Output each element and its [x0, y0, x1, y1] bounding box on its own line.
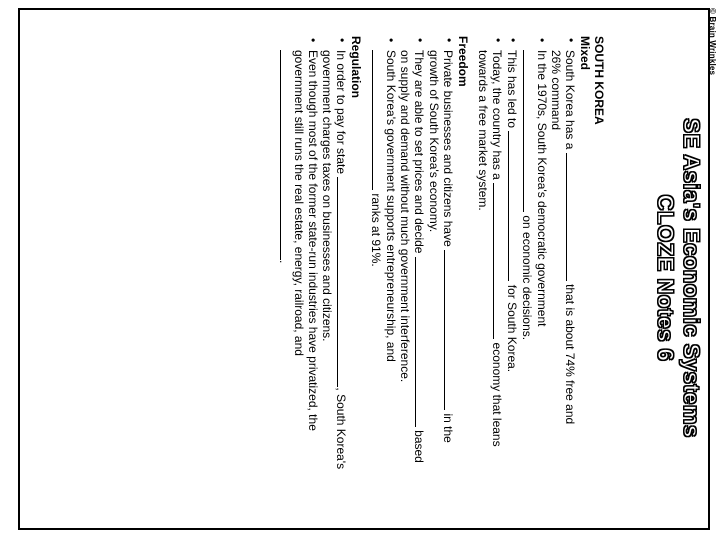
cloze-blank[interactable] [444, 250, 456, 410]
title-line-2: CLOZE Notes 6 [653, 194, 678, 362]
text: In the 1970s, South Korea's democratic government [535, 50, 549, 327]
mixed-bullet-4 [476, 36, 505, 526]
text: In order to pay for state [334, 50, 348, 175]
text: Even though most of the former state-run industries have privatized, the [306, 50, 320, 431]
title-line-1: SE Asia's Economic Systems [679, 118, 704, 438]
freedom-bullet-1 [427, 36, 456, 526]
text: economy that leans [490, 342, 504, 447]
text: Private businesses and citizens have [441, 50, 455, 247]
freedom-bullet-3 [369, 36, 398, 526]
text: government charges taxes on businesses and citizens. [320, 50, 334, 342]
text: that is about 74% free and [563, 284, 577, 425]
mixed-bullet-3 [505, 36, 520, 526]
text: based [412, 430, 426, 463]
cloze-blank[interactable] [493, 183, 505, 339]
text: ranks at 91%. [369, 193, 383, 267]
text: They are able to set prices and decide [412, 50, 426, 254]
text: This has led to [505, 50, 519, 129]
text: South Korea's government supports entrepreneurship, and [384, 50, 398, 362]
regulation-bullet-2 [277, 36, 320, 526]
cloze-blank[interactable] [566, 153, 578, 281]
copyright-credit: © Brain Wrinkles [708, 8, 717, 76]
cloze-blank[interactable] [372, 50, 384, 190]
mixed-bullet-1 [549, 36, 578, 526]
text: for South Korea. [505, 284, 519, 373]
section-country: SOUTH KOREA [592, 36, 606, 125]
regulation-bullet-1 [320, 36, 349, 526]
text: on supply and demand without much government interference. [398, 50, 412, 383]
text: on economic decisions. [520, 215, 534, 341]
heading-mixed: Mixed [578, 36, 592, 71]
cloze-blank[interactable] [337, 177, 349, 387]
text: Today, the country has a [490, 50, 504, 180]
text: towards a free market system. [476, 50, 490, 211]
cloze-blank[interactable] [523, 50, 535, 212]
text: growth of South Korea's economy. [427, 50, 441, 233]
text: South Korea has a [563, 50, 577, 150]
text: government still runs the real estate, energy, railroad, and [292, 50, 306, 356]
heading-freedom: Freedom [456, 36, 470, 87]
page-title [652, 10, 704, 546]
page-border [18, 8, 710, 530]
heading-regulation: Regulation [349, 36, 363, 98]
notes-content [277, 36, 606, 526]
mixed-bullet-2 [520, 36, 549, 526]
cloze-blank[interactable] [415, 257, 427, 427]
text: in the [441, 413, 455, 443]
cloze-blank[interactable] [508, 131, 520, 281]
cloze-blank[interactable] [280, 50, 292, 260]
freedom-bullet-2 [398, 36, 427, 526]
text: , South Korea's [334, 387, 348, 470]
text: . [277, 260, 291, 264]
text: 26% command [549, 50, 563, 131]
